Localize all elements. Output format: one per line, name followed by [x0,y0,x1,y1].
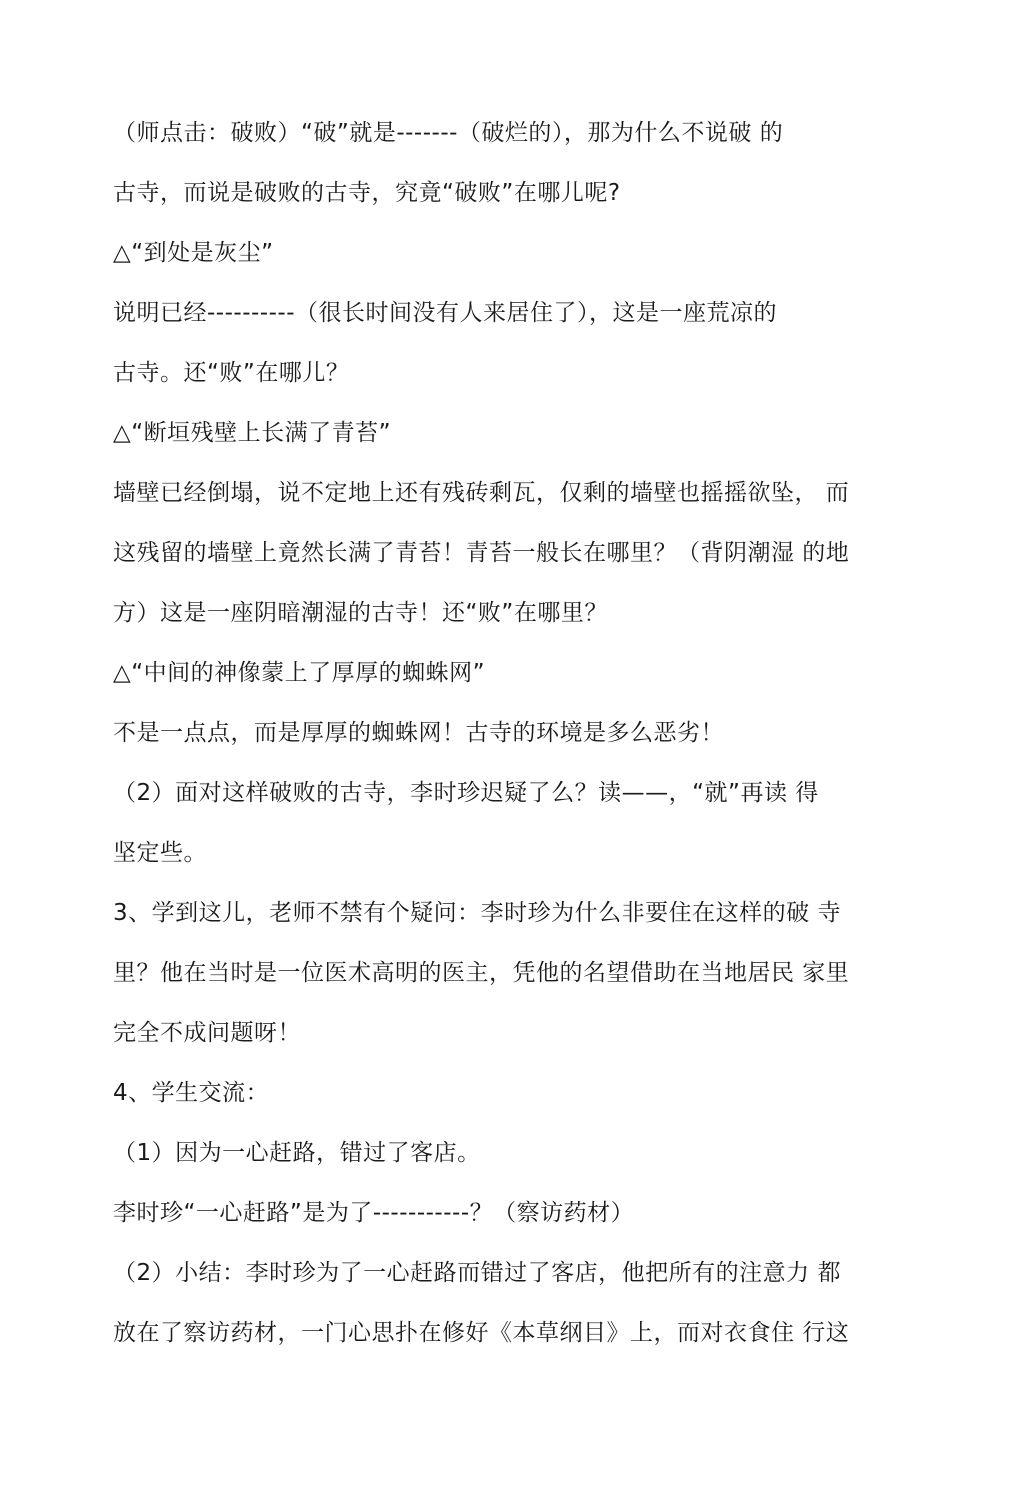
paragraph-line-8: 这残留的墙壁上竟然长满了青苔！青苔一般长在哪里？（背阴潮湿 的地 [113,540,850,566]
paragraph-line-12: （2）面对这样破败的古寺，李时珍迟疑了么？读——，“就”再读 得 [113,780,819,806]
paragraph-line-19: 李时珍“一心赶路”是为了-----------？（察访药材） [113,1200,635,1226]
bullet-heading-cobweb: △“中间的神像蒙上了厚厚的蜘蛛网” [113,660,486,686]
paragraph-line-15: 里？他在当时是一位医术高明的医主，凭他的名望借助在当地居民 家里 [113,960,850,986]
paragraph-line-4: 说明已经----------（很长时间没有人来居住了），这是一座荒凉的 [113,300,777,326]
paragraph-line-18: （1）因为一心赶路，错过了客店。 [113,1140,481,1166]
paragraph-line-16: 完全不成问题呀！ [113,1020,301,1046]
paragraph-line-13: 坚定些。 [113,840,207,866]
paragraph-line-5: 古寺。还“败”在哪儿？ [113,360,350,386]
bullet-heading-dust: △“到处是灰尘” [113,240,274,266]
paragraph-line-21: 放在了察访药材，一门心思扑在修好《本草纲目》上，而对衣食住 行这 [113,1320,850,1346]
section-heading-discussion: 4、学生交流： [113,1080,270,1106]
paragraph-line-11: 不是一点点，而是厚厚的蜘蛛网！古寺的环境是多么恶劣！ [113,720,724,746]
paragraph-line-20: （2）小结：李时珍为了一心赶路而错过了客店，他把所有的注意力 都 [113,1260,841,1286]
paragraph-line-1: （师点击：破败）“破”就是-------（破烂的），那为什么不说破 的 [113,120,784,146]
bullet-heading-moss: △“断垣残壁上长满了青苔” [113,420,392,446]
paragraph-line-9: 方）这是一座阴暗潮湿的古寺！还“败”在哪里？ [113,600,608,626]
paragraph-line-14: 3、学到这儿，老师不禁有个疑问：李时珍为什么非要住在这样的破 寺 [113,900,841,926]
paragraph-line-7: 墙壁已经倒塌，说不定地上还有残砖剩瓦，仅剩的墙壁也摇摇欲坠， 而 [113,480,850,506]
paragraph-line-2: 古寺，而说是破败的古寺，究竟“破败”在哪儿呢? [113,180,621,206]
